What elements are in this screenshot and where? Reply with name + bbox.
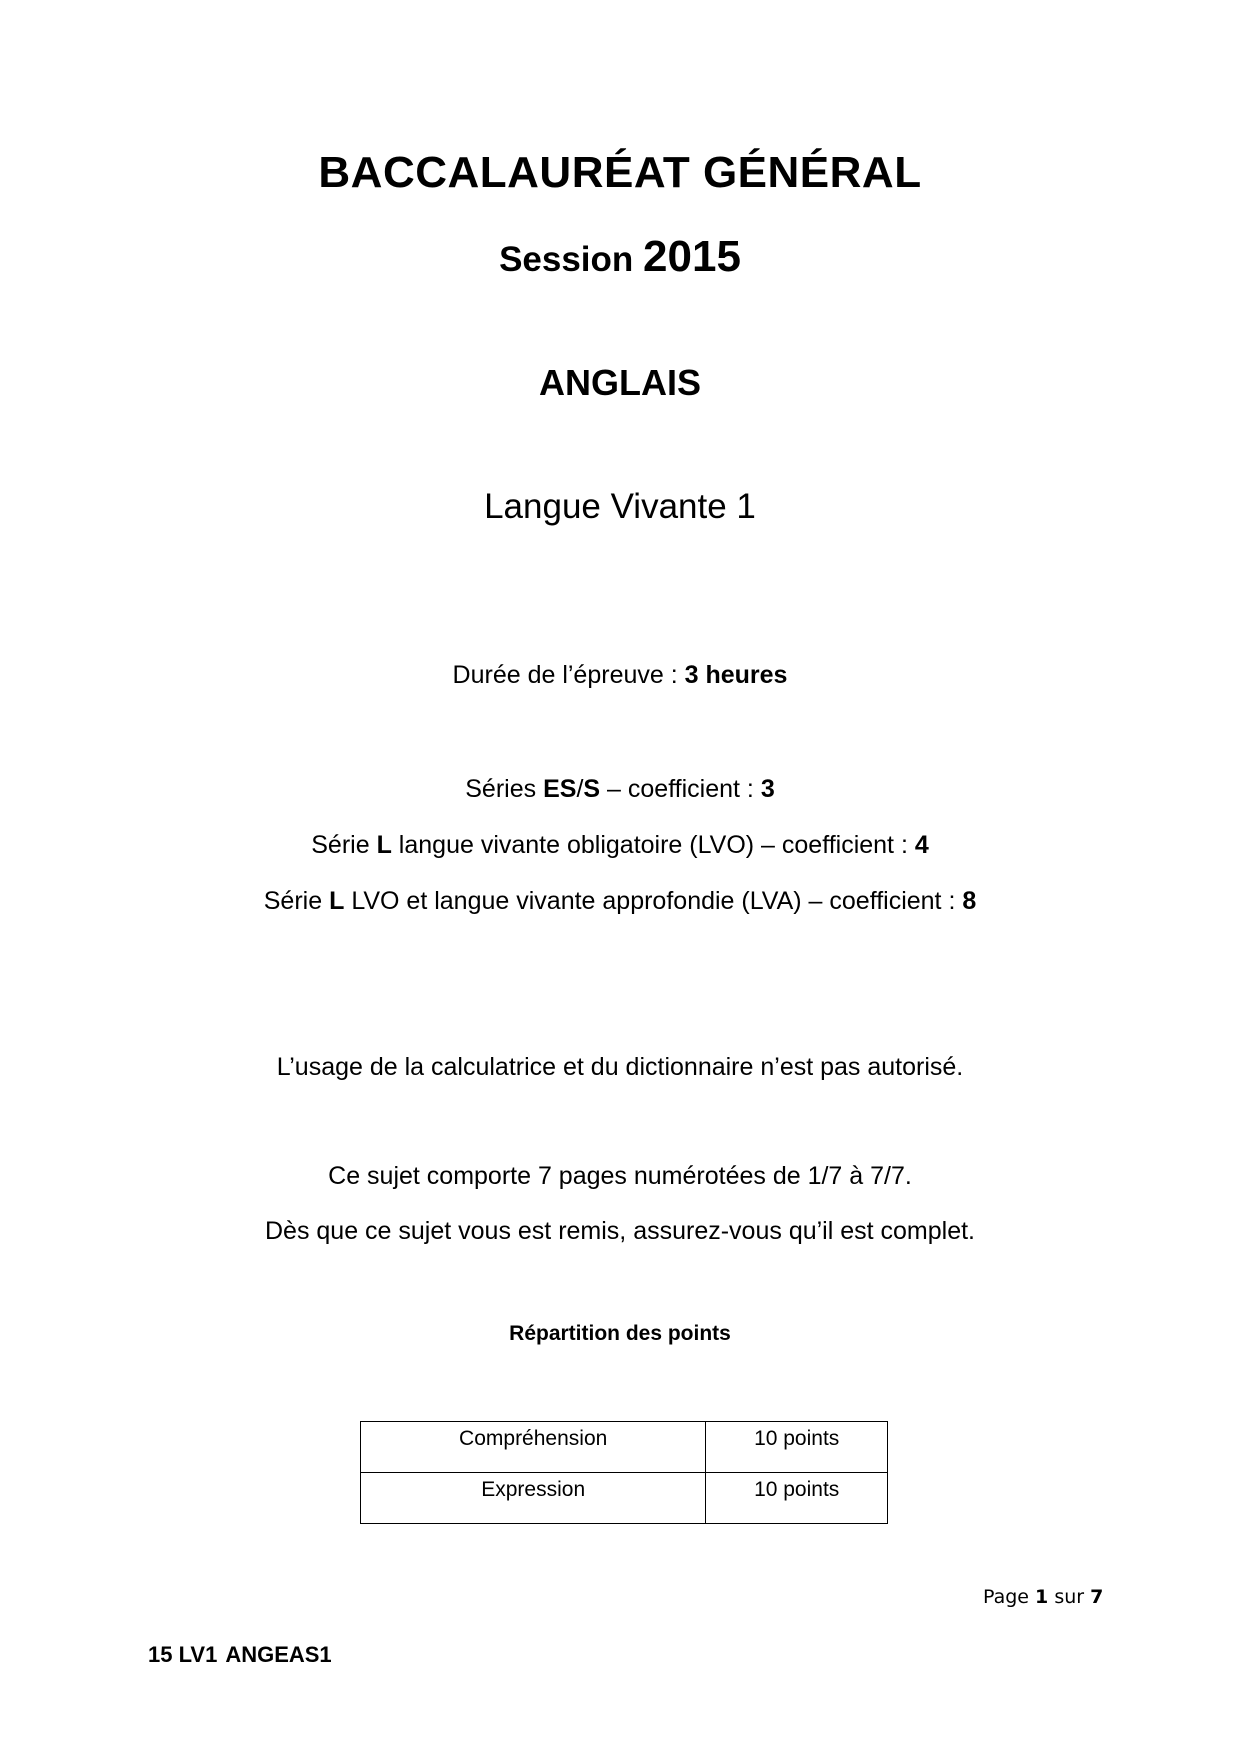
serie-l-lvo-line bbox=[0, 831, 1240, 860]
table-row bbox=[361, 1473, 888, 1524]
serie-name: S bbox=[583, 775, 601, 803]
serie-coefficient: 4 bbox=[914, 831, 929, 859]
page-label: Page bbox=[983, 1586, 1029, 1608]
serie-name: L bbox=[329, 887, 345, 915]
table-row bbox=[361, 1422, 888, 1473]
serie-prefix: Série bbox=[311, 831, 370, 859]
exam-code bbox=[148, 1642, 332, 1668]
duree-line bbox=[0, 661, 1240, 690]
page-current: 1 bbox=[1035, 1586, 1049, 1608]
serie-coefficient: 8 bbox=[962, 887, 977, 915]
complete-notice: Dès que ce sujet vous est remis, assurez-vous qu’il est complet. bbox=[264, 1217, 976, 1245]
serie-l-lva-line bbox=[0, 887, 1240, 916]
session-year: 2015 bbox=[643, 232, 741, 281]
points-value: 10 points bbox=[706, 1422, 888, 1473]
session-label: Session bbox=[499, 240, 634, 279]
page-number bbox=[983, 1586, 1103, 1608]
serie-es-s-line bbox=[0, 775, 1240, 804]
serie-prefix: Série bbox=[263, 887, 323, 915]
page-total: 7 bbox=[1090, 1586, 1104, 1608]
points-category: Compréhension bbox=[361, 1422, 706, 1473]
serie-text: langue vivante obligatoire (LVO) – coefficient : bbox=[398, 831, 908, 859]
exam-title: BACCALAURÉAT GÉNÉRAL bbox=[318, 148, 922, 197]
session-line bbox=[0, 232, 1240, 282]
exam-code-part: ANGEAS1 bbox=[225, 1642, 332, 1667]
pages-notice: Ce sujet comporte 7 pages numérotées de 1/7 à 7/7. bbox=[328, 1162, 912, 1190]
serie-separator: / bbox=[576, 775, 584, 803]
serie-text: – coefficient : bbox=[607, 775, 754, 803]
repartition-title: Répartition des points bbox=[509, 1322, 731, 1345]
points-table bbox=[360, 1421, 888, 1524]
exam-code-part: 15 LV1 bbox=[148, 1642, 218, 1667]
duree-value: 3 heures bbox=[684, 661, 788, 689]
subject-title: ANGLAIS bbox=[539, 362, 701, 403]
serie-coefficient: 3 bbox=[760, 775, 775, 803]
serie-prefix: Séries bbox=[465, 775, 537, 803]
points-value: 10 points bbox=[706, 1473, 888, 1524]
usage-notice: L’usage de la calculatrice et du dictionnaire n’est pas autorisé. bbox=[276, 1053, 964, 1081]
points-category: Expression bbox=[361, 1473, 706, 1524]
serie-text: LVO et langue vivante approfondie (LVA) – coefficient : bbox=[351, 887, 956, 915]
serie-name: ES bbox=[543, 775, 577, 803]
duree-label: Durée de l’épreuve : bbox=[452, 661, 678, 689]
langue-vivante: Langue Vivante 1 bbox=[484, 487, 756, 526]
page-separator: sur bbox=[1054, 1586, 1085, 1608]
serie-name: L bbox=[376, 831, 392, 859]
